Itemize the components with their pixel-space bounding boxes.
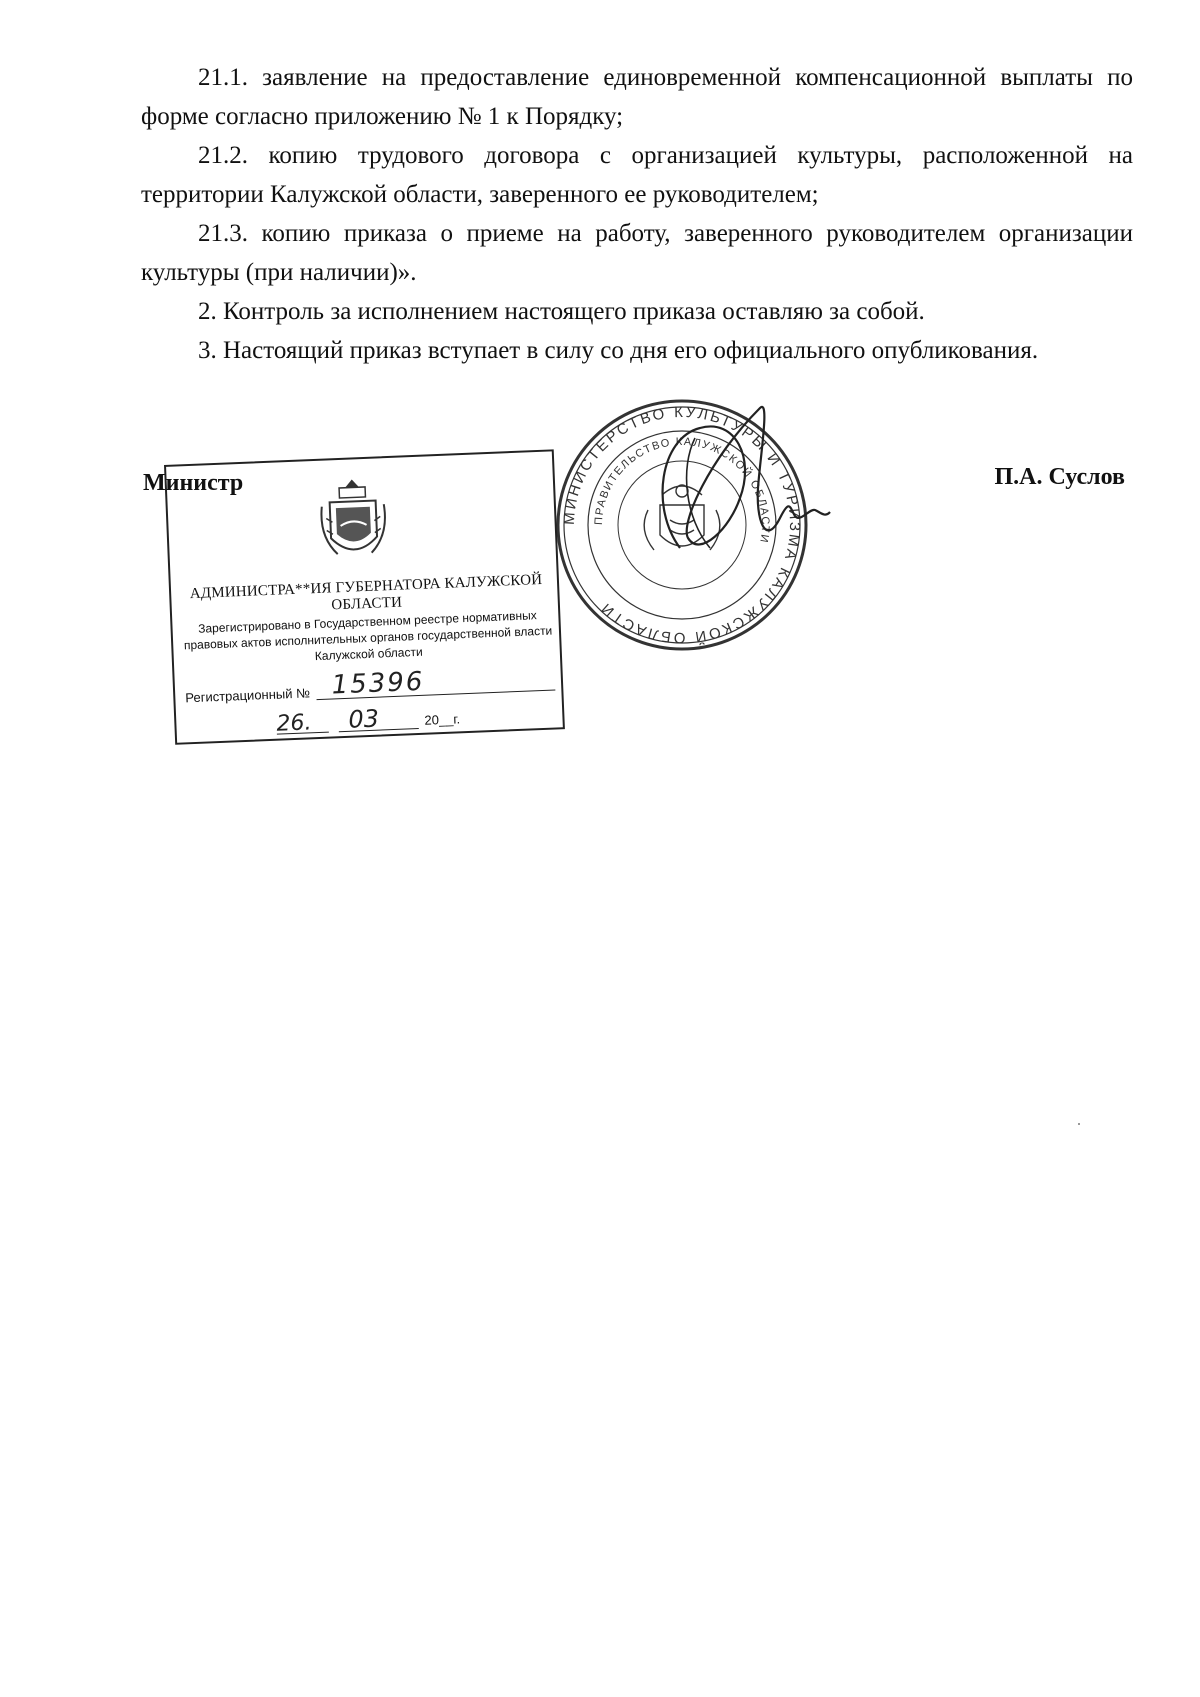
registration-number-row	[185, 666, 556, 706]
stamp-header: АДМИНИСТРА**ИЯ ГУБЕРНАТОРА КАЛУЖСКОЙ ОБЛАСТИ	[189, 571, 543, 614]
registration-date-row	[276, 703, 477, 735]
signatory-name: П.А. Суслов	[994, 464, 1125, 490]
document-body	[141, 58, 1133, 370]
handwritten-signature	[640, 398, 860, 598]
registration-number-value: 15396	[331, 666, 425, 701]
paragraph-21-2: 21.2. копию трудового договора с организацией культуры, расположенной на территории Калужской области, заверенного ее руководителем;	[141, 142, 1133, 208]
paragraph-2: 2. Контроль за исполнением настоящего приказа оставляю за собой.	[198, 298, 925, 325]
registration-number-label: Регистрационный №	[185, 685, 311, 706]
date-day: 26.	[275, 710, 312, 737]
kaluga-coat-of-arms-icon	[317, 476, 391, 569]
date-month: 03	[347, 704, 380, 734]
registration-number-line	[315, 666, 555, 701]
scan-speck	[1078, 1123, 1080, 1125]
registration-stamp	[164, 449, 565, 744]
paragraph-3: 3. Настоящий приказ вступает в силу со дня его официального опубликования.	[198, 337, 1039, 364]
signatory-title: Министр	[143, 470, 244, 496]
paragraph-21-3: 21.3. копию приказа о приеме на работу, заверенного руководителем организации культуры (при наличии)».	[141, 220, 1133, 286]
date-year: 20__г.	[424, 711, 461, 728]
paragraph-21-1: 21.1. заявление на предоставление единовременной компенсационной выплаты по форме согласно приложению № 1 к Порядку;	[141, 64, 1133, 130]
seal-outer-text: МИНИСТЕРСТВО КУЛЬТУРЫ И ТУРИЗМА КАЛУЖСКОЙ ОБЛАСТИ	[560, 403, 804, 647]
seal-inner-text: ПРАВИТЕЛЬСТВО КАЛУЖСКОЙ ОБЛАСТИ	[592, 435, 772, 545]
stamp-body: Зарегистрировано в Государственном реестре нормативных правовых актов исполнительных органов государственной власти Калужской области	[183, 608, 553, 664]
